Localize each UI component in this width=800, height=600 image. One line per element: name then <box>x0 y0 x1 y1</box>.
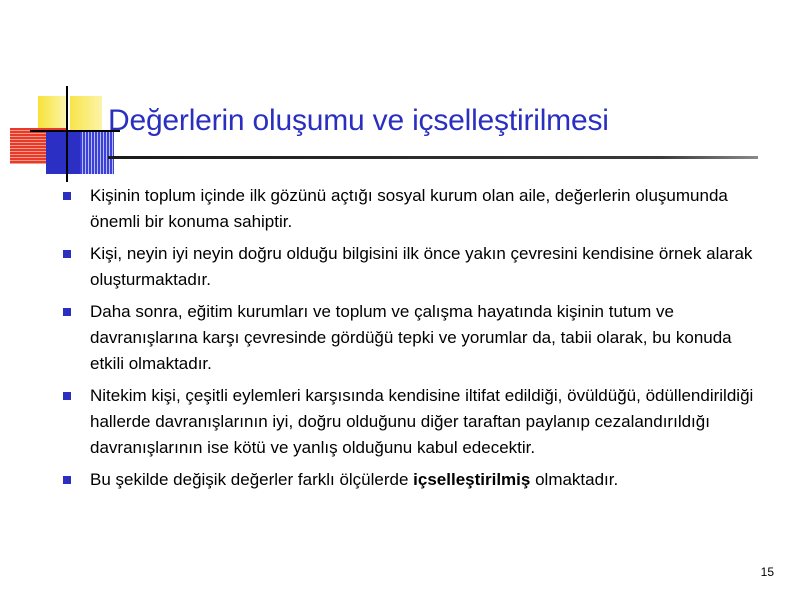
bullet-text: Nitekim kişi, çeşitli eylemleri karşısında kendisine iltifat edildiği, övüldüğü, ödüllendirildiği hallerde davranışlarının iyi, doğru olduğunu diğer taraftan paylanıp cezalandırıldığı davranışlarının ise kötü ve yanlış olduğunu kabul edecektir. <box>90 386 754 457</box>
bullet-list <box>60 183 770 499</box>
bullet-square-icon <box>63 392 71 400</box>
bullet-text <box>90 467 770 493</box>
bullet-square-icon <box>63 476 71 484</box>
bullet-text-part: olmaktadır. <box>530 470 619 489</box>
logo-yellow-block <box>38 96 68 132</box>
bullet-text-part: Bu şekilde değişik değerler farklı ölçülerde <box>90 470 414 489</box>
logo-yellow-block-light <box>70 96 102 132</box>
bullet-text: Kişinin toplum içinde ilk gözünü açtığı sosyal kurum olan aile, değerlerin oluşumunda önemli bir konuma sahiptir. <box>90 186 728 231</box>
logo-blue-striped-block <box>80 132 114 174</box>
bullet-text-bold: içselleştirilmiş <box>413 470 531 489</box>
bullet-item <box>60 299 770 377</box>
logo-vertical-line <box>66 86 68 182</box>
slide-logo-decoration <box>0 0 120 180</box>
bullet-text: Kişi, neyin iyi neyin doğru olduğu bilgisini ilk önce yakın çevresini kendisine örnek alarak oluşturmaktadır. <box>90 244 753 289</box>
bullet-item <box>60 383 770 461</box>
bullet-square-icon <box>63 192 71 200</box>
page-number: 15 <box>760 565 774 579</box>
bullet-square-icon <box>63 250 71 258</box>
logo-blue-block <box>46 132 80 174</box>
slide-title: Değerlerin oluşumu ve içselleştirilmesi <box>108 104 609 137</box>
bullet-square-icon <box>63 308 71 316</box>
logo-horizontal-line <box>30 130 120 132</box>
title-underline <box>108 156 758 159</box>
bullet-text: Daha sonra, eğitim kurumları ve toplum ve çalışma hayatında kişinin tutum ve davranışlarına karşı çevresinde gördüğü tepki ve yorumlar da, tabii olarak, bu konuda etkili olmaktadır. <box>90 302 732 373</box>
bullet-item <box>60 183 770 235</box>
bullet-item <box>60 467 770 493</box>
bullet-item <box>60 241 770 293</box>
